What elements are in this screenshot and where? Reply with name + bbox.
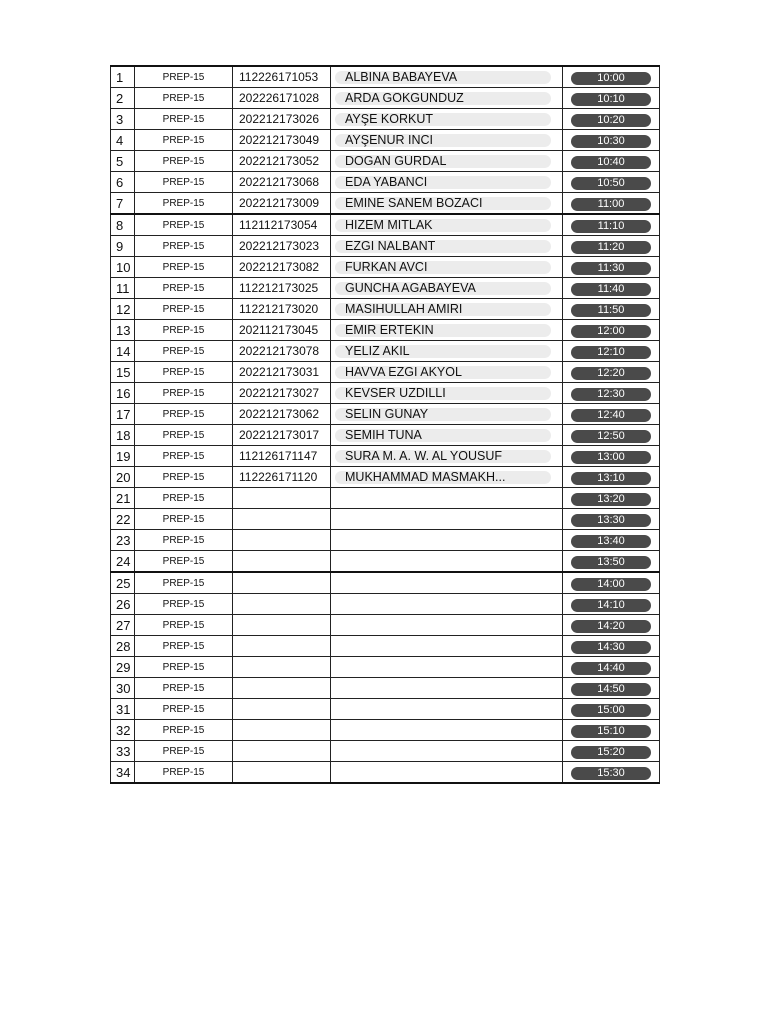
slot-time-cell [563,362,660,383]
student-name-cell [331,425,563,446]
student-name-cell [331,66,563,88]
student-id [233,636,331,657]
student-id [233,530,331,551]
slot-time-cell [563,530,660,551]
group-code: PREP-15 [135,172,233,193]
row-number: 21 [111,488,135,509]
student-name-cell [331,615,563,636]
student-name: EMİR ERTEKİN [335,324,551,337]
table-row [111,720,660,741]
student-name-cell [331,699,563,720]
slot-time-cell [563,509,660,530]
student-name-cell [331,193,563,215]
slot-time: 14:20 [571,620,651,633]
student-name-cell [331,236,563,257]
group-code: PREP-15 [135,551,233,573]
slot-time-cell [563,657,660,678]
row-number: 9 [111,236,135,257]
student-name-cell [331,551,563,573]
student-name: ALBINA BABAYEVA [335,71,551,84]
student-id: 112126171147 [233,446,331,467]
slot-time: 13:30 [571,514,651,527]
group-code: PREP-15 [135,151,233,172]
student-name-cell [331,509,563,530]
row-number: 4 [111,130,135,151]
row-number: 31 [111,699,135,720]
slot-time-cell [563,551,660,573]
table-row [111,762,660,784]
student-name-cell [331,109,563,130]
student-name-cell [331,320,563,341]
slot-time: 13:10 [571,472,651,485]
group-code: PREP-15 [135,425,233,446]
student-id [233,699,331,720]
student-name-cell [331,404,563,425]
table-row [111,257,660,278]
table-row [111,488,660,509]
group-code: PREP-15 [135,657,233,678]
row-number: 24 [111,551,135,573]
table-row [111,362,660,383]
slot-time: 15:20 [571,746,651,759]
slot-time: 14:40 [571,662,651,675]
student-id: 202212173049 [233,130,331,151]
row-number: 1 [111,66,135,88]
table-row [111,172,660,193]
slot-time-cell [563,762,660,784]
student-name: HİZEM MITLAK [335,219,551,232]
group-code: PREP-15 [135,467,233,488]
group-code: PREP-15 [135,488,233,509]
group-code: PREP-15 [135,341,233,362]
student-id [233,615,331,636]
group-code: PREP-15 [135,320,233,341]
row-number: 15 [111,362,135,383]
slot-time-cell [563,236,660,257]
table-row [111,214,660,236]
slot-time-cell [563,109,660,130]
student-id [233,657,331,678]
student-id: 202212173068 [233,172,331,193]
row-number: 30 [111,678,135,699]
slot-time-cell [563,425,660,446]
student-id: 202212173009 [233,193,331,215]
table-row [111,109,660,130]
slot-time-cell [563,488,660,509]
table-row [111,278,660,299]
row-number: 10 [111,257,135,278]
slot-time: 12:20 [571,367,651,380]
student-name: HAVVA EZGİ AKYOL [335,366,551,379]
student-name-cell [331,130,563,151]
table-row [111,446,660,467]
slot-time: 12:40 [571,409,651,422]
group-code: PREP-15 [135,615,233,636]
student-id: 202212173078 [233,341,331,362]
group-code: PREP-15 [135,299,233,320]
slot-time-cell [563,720,660,741]
table-row [111,151,660,172]
student-name-cell [331,151,563,172]
group-code: PREP-15 [135,446,233,467]
group-code: PREP-15 [135,720,233,741]
student-id: 202112173045 [233,320,331,341]
slot-time: 13:50 [571,556,651,569]
student-name-cell [331,636,563,657]
slot-time: 11:50 [571,304,651,317]
group-code: PREP-15 [135,741,233,762]
slot-time: 11:30 [571,262,651,275]
slot-time: 10:50 [571,177,651,190]
table-row [111,678,660,699]
student-name: SEMİH TUNA [335,429,551,442]
student-name-cell [331,678,563,699]
student-name: GUNCHA AGABAYEVA [335,282,551,295]
slot-time-cell [563,341,660,362]
slot-time-cell [563,257,660,278]
row-number: 32 [111,720,135,741]
student-name: MASIHULLAH AMIRI [335,303,551,316]
group-code: PREP-15 [135,383,233,404]
slot-time-cell [563,594,660,615]
slot-time: 14:30 [571,641,651,654]
slot-time-cell [563,741,660,762]
student-name-cell [331,341,563,362]
student-id [233,488,331,509]
slot-time-cell [563,88,660,109]
table-row [111,572,660,594]
student-id [233,762,331,784]
slot-time: 10:30 [571,135,651,148]
student-name: EMİNE SANEM BOZACI [335,197,551,210]
slot-time: 11:40 [571,283,651,296]
group-code: PREP-15 [135,66,233,88]
slot-time-cell [563,572,660,594]
row-number: 23 [111,530,135,551]
table-row [111,615,660,636]
row-number: 27 [111,615,135,636]
slot-time: 14:50 [571,683,651,696]
slot-time-cell [563,299,660,320]
student-name: SELİN GÜNAY [335,408,551,421]
slot-time: 11:20 [571,241,651,254]
student-name: MUKHAMMAD MASMAKH... [335,471,551,484]
student-id: 202212173082 [233,257,331,278]
group-code: PREP-15 [135,193,233,215]
student-name-cell [331,467,563,488]
slot-time: 10:40 [571,156,651,169]
slot-time-cell [563,615,660,636]
row-number: 29 [111,657,135,678]
student-id: 112212173020 [233,299,331,320]
student-id: 112112173054 [233,214,331,236]
slot-time-cell [563,193,660,215]
slot-time: 11:00 [571,198,651,211]
group-code: PREP-15 [135,109,233,130]
table-row [111,320,660,341]
slot-time: 12:30 [571,388,651,401]
schedule-table [110,65,660,784]
student-id: 202226171028 [233,88,331,109]
row-number: 17 [111,404,135,425]
student-name: AYŞENUR İNCİ [335,134,551,147]
row-number: 18 [111,425,135,446]
slot-time-cell [563,383,660,404]
row-number: 14 [111,341,135,362]
group-code: PREP-15 [135,257,233,278]
student-id [233,678,331,699]
slot-time: 13:40 [571,535,651,548]
slot-time-cell [563,699,660,720]
table-row [111,467,660,488]
student-id [233,594,331,615]
row-number: 25 [111,572,135,594]
slot-time-cell [563,172,660,193]
slot-time: 14:10 [571,599,651,612]
table-row [111,66,660,88]
student-id [233,572,331,594]
row-number: 28 [111,636,135,657]
table-row [111,404,660,425]
table-row [111,193,660,215]
student-id [233,509,331,530]
table-row [111,657,660,678]
student-name-cell [331,572,563,594]
student-name-cell [331,720,563,741]
row-number: 5 [111,151,135,172]
student-id: 202212173031 [233,362,331,383]
student-name-cell [331,362,563,383]
row-number: 7 [111,193,135,215]
student-name-cell [331,299,563,320]
group-code: PREP-15 [135,236,233,257]
row-number: 19 [111,446,135,467]
student-name: EZGİ NALBANT [335,240,551,253]
table-row [111,594,660,615]
table-row [111,425,660,446]
student-id: 202212173017 [233,425,331,446]
student-id: 202212173062 [233,404,331,425]
slot-time-cell [563,678,660,699]
table-row [111,236,660,257]
slot-time-cell [563,278,660,299]
student-id: 112226171120 [233,467,331,488]
slot-time-cell [563,467,660,488]
slot-time: 15:30 [571,767,651,780]
group-code: PREP-15 [135,509,233,530]
student-name: AYŞE KORKUT [335,113,551,126]
row-number: 34 [111,762,135,784]
group-code: PREP-15 [135,762,233,784]
table-row [111,130,660,151]
slot-time: 15:10 [571,725,651,738]
slot-time: 10:00 [571,72,651,85]
student-name-cell [331,383,563,404]
student-id: 112212173025 [233,278,331,299]
slot-time: 10:10 [571,93,651,106]
row-number: 3 [111,109,135,130]
row-number: 8 [111,214,135,236]
row-number: 2 [111,88,135,109]
schedule-sheet [110,65,659,784]
slot-time: 12:00 [571,325,651,338]
student-name: SURA M. A. W. AL YOUSUF [335,450,551,463]
slot-time-cell [563,66,660,88]
table-row [111,741,660,762]
group-code: PREP-15 [135,530,233,551]
slot-time-cell [563,636,660,657]
student-name: DOĞAN GÜRDAL [335,155,551,168]
table-row [111,699,660,720]
student-name-cell [331,741,563,762]
row-number: 12 [111,299,135,320]
row-number: 20 [111,467,135,488]
table-row [111,509,660,530]
row-number: 33 [111,741,135,762]
student-id: 202212173023 [233,236,331,257]
slot-time: 13:00 [571,451,651,464]
student-name-cell [331,172,563,193]
slot-time-cell [563,151,660,172]
group-code: PREP-15 [135,636,233,657]
student-name-cell [331,214,563,236]
group-code: PREP-15 [135,572,233,594]
row-number: 26 [111,594,135,615]
row-number: 22 [111,509,135,530]
table-row [111,530,660,551]
table-row [111,88,660,109]
student-id [233,720,331,741]
student-name-cell [331,278,563,299]
table-row [111,636,660,657]
row-number: 16 [111,383,135,404]
row-number: 13 [111,320,135,341]
student-id [233,551,331,573]
student-id: 202212173026 [233,109,331,130]
student-name-cell [331,88,563,109]
student-name-cell [331,762,563,784]
student-name: YELİZ AKİL [335,345,551,358]
student-id: 202212173052 [233,151,331,172]
group-code: PREP-15 [135,88,233,109]
slot-time-cell [563,404,660,425]
schedule-rows [111,66,660,783]
group-code: PREP-15 [135,404,233,425]
slot-time: 14:00 [571,578,651,591]
student-name-cell [331,446,563,467]
slot-time-cell [563,214,660,236]
slot-time: 12:10 [571,346,651,359]
table-row [111,383,660,404]
student-name: ARDA GÖKGÜNDÜZ [335,92,551,105]
student-name: EDA YABANCI [335,176,551,189]
student-id [233,741,331,762]
slot-time: 10:20 [571,114,651,127]
student-name: KEVSER UZDİLLİ [335,387,551,400]
slot-time: 15:00 [571,704,651,717]
group-code: PREP-15 [135,278,233,299]
slot-time-cell [563,446,660,467]
group-code: PREP-15 [135,362,233,383]
group-code: PREP-15 [135,594,233,615]
student-name-cell [331,657,563,678]
row-number: 6 [111,172,135,193]
slot-time: 11:10 [571,220,651,233]
group-code: PREP-15 [135,130,233,151]
table-row [111,299,660,320]
group-code: PREP-15 [135,214,233,236]
row-number: 11 [111,278,135,299]
group-code: PREP-15 [135,678,233,699]
student-name-cell [331,488,563,509]
group-code: PREP-15 [135,699,233,720]
student-name-cell [331,257,563,278]
student-name: FURKAN AVCI [335,261,551,274]
student-id: 112226171053 [233,66,331,88]
slot-time: 13:20 [571,493,651,506]
student-id: 202212173027 [233,383,331,404]
slot-time: 12:50 [571,430,651,443]
slot-time-cell [563,130,660,151]
student-name-cell [331,530,563,551]
table-row [111,341,660,362]
table-row [111,551,660,573]
student-name-cell [331,594,563,615]
slot-time-cell [563,320,660,341]
